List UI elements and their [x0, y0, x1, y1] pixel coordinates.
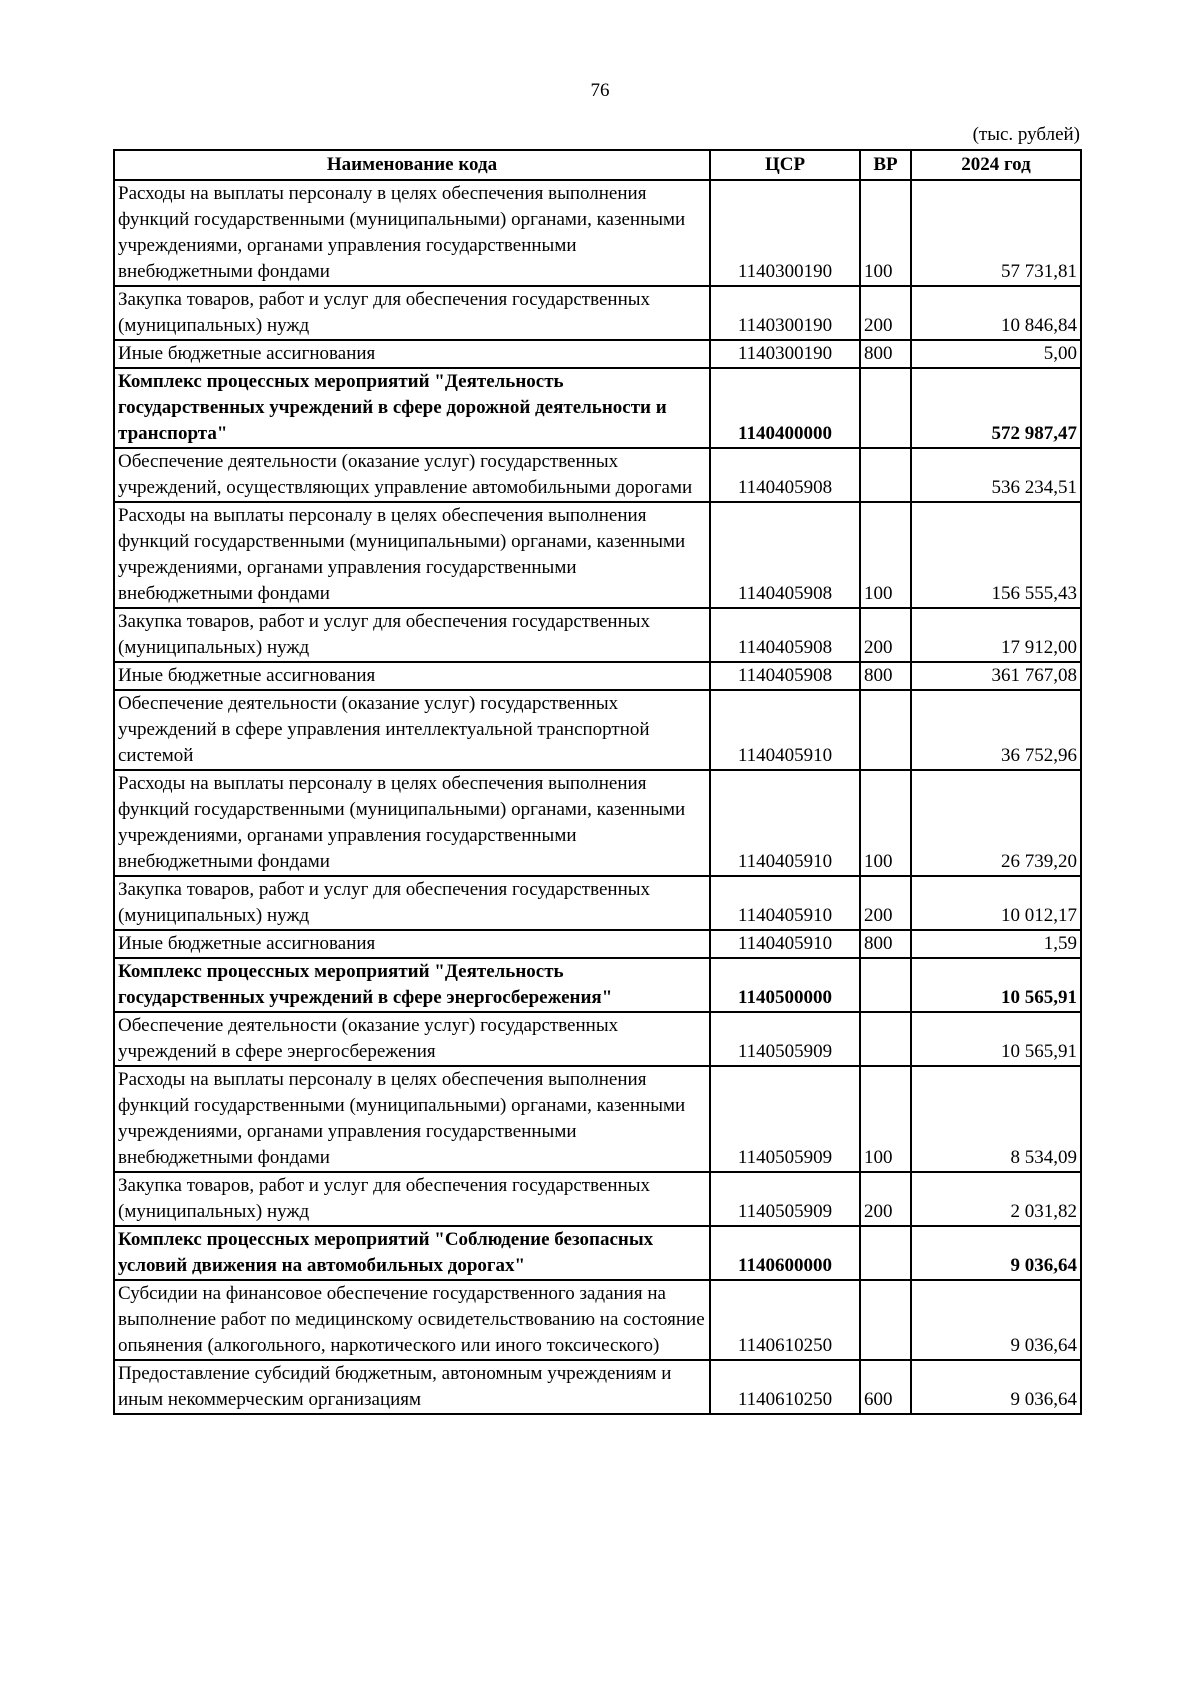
cell-vr: 800 — [860, 930, 911, 958]
cell-csr: 1140610250 — [710, 1360, 860, 1414]
cell-vr: 200 — [860, 1172, 911, 1226]
table-row — [114, 1012, 1081, 1066]
cell-amount: 361 767,08 — [911, 662, 1081, 690]
cell-amount: 36 752,96 — [911, 690, 1081, 770]
cell-name: Предоставление субсидий бюджетным, автономным учреждениям и иным некоммерческим организациям — [114, 1360, 710, 1414]
cell-name: Расходы на выплаты персоналу в целях обеспечения выполнения функций государственными (муниципальными) органами, казенными учреждениями, органами управления государственными внебюджетными фондами — [114, 502, 710, 608]
units-label: (тыс. рублей) — [972, 124, 1080, 145]
table-row — [114, 340, 1081, 368]
cell-name: Комплекс процессных мероприятий "Соблюдение безопасных условий движения на автомобильных дорогах" — [114, 1226, 710, 1280]
cell-amount: 572 987,47 — [911, 368, 1081, 448]
cell-vr: 200 — [860, 286, 911, 340]
cell-csr: 1140500000 — [710, 958, 860, 1012]
cell-csr: 1140610250 — [710, 1280, 860, 1360]
cell-csr: 1140405910 — [710, 690, 860, 770]
page-number: 76 — [590, 80, 610, 101]
cell-amount: 17 912,00 — [911, 608, 1081, 662]
cell-name: Закупка товаров, работ и услуг для обеспечения государственных (муниципальных) нужд — [114, 286, 710, 340]
table-row — [114, 958, 1081, 1012]
table-row — [114, 770, 1081, 876]
cell-name: Обеспечение деятельности (оказание услуг) государственных учреждений в сфере энергосбережения — [114, 1012, 710, 1066]
cell-csr: 1140600000 — [710, 1226, 860, 1280]
cell-name: Комплекс процессных мероприятий "Деятельность государственных учреждений в сфере дорожной деятельности и транспорта" — [114, 368, 710, 448]
cell-name: Закупка товаров, работ и услуг для обеспечения государственных (муниципальных) нужд — [114, 608, 710, 662]
cell-csr: 1140405908 — [710, 662, 860, 690]
cell-amount: 26 739,20 — [911, 770, 1081, 876]
cell-name: Расходы на выплаты персоналу в целях обеспечения выполнения функций государственными (муниципальными) органами, казенными учреждениями, органами управления государственными внебюджетными фондами — [114, 770, 710, 876]
cell-name: Субсидии на финансовое обеспечение государственного задания на выполнение работ по медицинскому освидетельствованию на состояние опьянения (алкогольного, наркотического или иного токсического) — [114, 1280, 710, 1360]
cell-amount: 10 846,84 — [911, 286, 1081, 340]
cell-name: Закупка товаров, работ и услуг для обеспечения государственных (муниципальных) нужд — [114, 1172, 710, 1226]
cell-vr: 200 — [860, 876, 911, 930]
cell-vr — [860, 448, 911, 502]
cell-vr: 200 — [860, 608, 911, 662]
cell-csr: 1140505909 — [710, 1066, 860, 1172]
cell-name: Иные бюджетные ассигнования — [114, 930, 710, 958]
table-row — [114, 662, 1081, 690]
cell-amount: 9 036,64 — [911, 1360, 1081, 1414]
cell-csr: 1140300190 — [710, 180, 860, 286]
header-csr: ЦСР — [710, 150, 860, 180]
cell-name: Расходы на выплаты персоналу в целях обеспечения выполнения функций государственными (муниципальными) органами, казенными учреждениями, органами управления государственными внебюджетными фондами — [114, 180, 710, 286]
cell-vr: 100 — [860, 1066, 911, 1172]
cell-name: Обеспечение деятельности (оказание услуг) государственных учреждений, осуществляющих управление автомобильными дорогами — [114, 448, 710, 502]
table-row — [114, 876, 1081, 930]
cell-amount: 536 234,51 — [911, 448, 1081, 502]
table-row — [114, 502, 1081, 608]
cell-vr — [860, 1280, 911, 1360]
cell-amount: 10 565,91 — [911, 1012, 1081, 1066]
cell-amount: 5,00 — [911, 340, 1081, 368]
cell-csr: 1140300190 — [710, 286, 860, 340]
cell-name: Закупка товаров, работ и услуг для обеспечения государственных (муниципальных) нужд — [114, 876, 710, 930]
table-row — [114, 1172, 1081, 1226]
table-row — [114, 368, 1081, 448]
cell-vr — [860, 690, 911, 770]
cell-amount: 156 555,43 — [911, 502, 1081, 608]
cell-amount: 10 012,17 — [911, 876, 1081, 930]
cell-csr: 1140505909 — [710, 1012, 860, 1066]
cell-csr: 1140405910 — [710, 770, 860, 876]
cell-vr: 100 — [860, 502, 911, 608]
cell-vr: 800 — [860, 340, 911, 368]
header-vr: ВР — [860, 150, 911, 180]
cell-csr: 1140400000 — [710, 368, 860, 448]
cell-amount: 8 534,09 — [911, 1066, 1081, 1172]
table-row — [114, 180, 1081, 286]
cell-name: Иные бюджетные ассигнования — [114, 662, 710, 690]
cell-csr: 1140405910 — [710, 930, 860, 958]
table-row — [114, 1360, 1081, 1414]
cell-csr: 1140405910 — [710, 876, 860, 930]
cell-csr: 1140405908 — [710, 608, 860, 662]
header-name: Наименование кода — [114, 150, 710, 180]
table-row — [114, 930, 1081, 958]
cell-vr: 600 — [860, 1360, 911, 1414]
cell-amount: 10 565,91 — [911, 958, 1081, 1012]
cell-csr: 1140300190 — [710, 340, 860, 368]
cell-vr — [860, 958, 911, 1012]
table-header-row — [114, 150, 1081, 180]
table-row — [114, 1066, 1081, 1172]
cell-csr: 1140505909 — [710, 1172, 860, 1226]
cell-csr: 1140405908 — [710, 448, 860, 502]
cell-name: Иные бюджетные ассигнования — [114, 340, 710, 368]
table-row — [114, 608, 1081, 662]
cell-vr — [860, 1226, 911, 1280]
budget-table — [113, 149, 1082, 1415]
cell-name: Обеспечение деятельности (оказание услуг) государственных учреждений в сфере управления интеллектуальной транспортной системой — [114, 690, 710, 770]
cell-amount: 9 036,64 — [911, 1226, 1081, 1280]
cell-csr: 1140405908 — [710, 502, 860, 608]
cell-amount: 1,59 — [911, 930, 1081, 958]
header-year: 2024 год — [911, 150, 1081, 180]
cell-amount: 57 731,81 — [911, 180, 1081, 286]
cell-vr: 800 — [860, 662, 911, 690]
cell-name: Расходы на выплаты персоналу в целях обеспечения выполнения функций государственными (муниципальными) органами, казенными учреждениями, органами управления государственными внебюджетными фондами — [114, 1066, 710, 1172]
table-row — [114, 1280, 1081, 1360]
table-row — [114, 1226, 1081, 1280]
cell-vr: 100 — [860, 770, 911, 876]
cell-vr — [860, 1012, 911, 1066]
cell-amount: 2 031,82 — [911, 1172, 1081, 1226]
cell-vr — [860, 368, 911, 448]
cell-name: Комплекс процессных мероприятий "Деятельность государственных учреждений в сфере энергосбережения" — [114, 958, 710, 1012]
table-row — [114, 286, 1081, 340]
cell-amount: 9 036,64 — [911, 1280, 1081, 1360]
table-row — [114, 448, 1081, 502]
cell-vr: 100 — [860, 180, 911, 286]
table-row — [114, 690, 1081, 770]
